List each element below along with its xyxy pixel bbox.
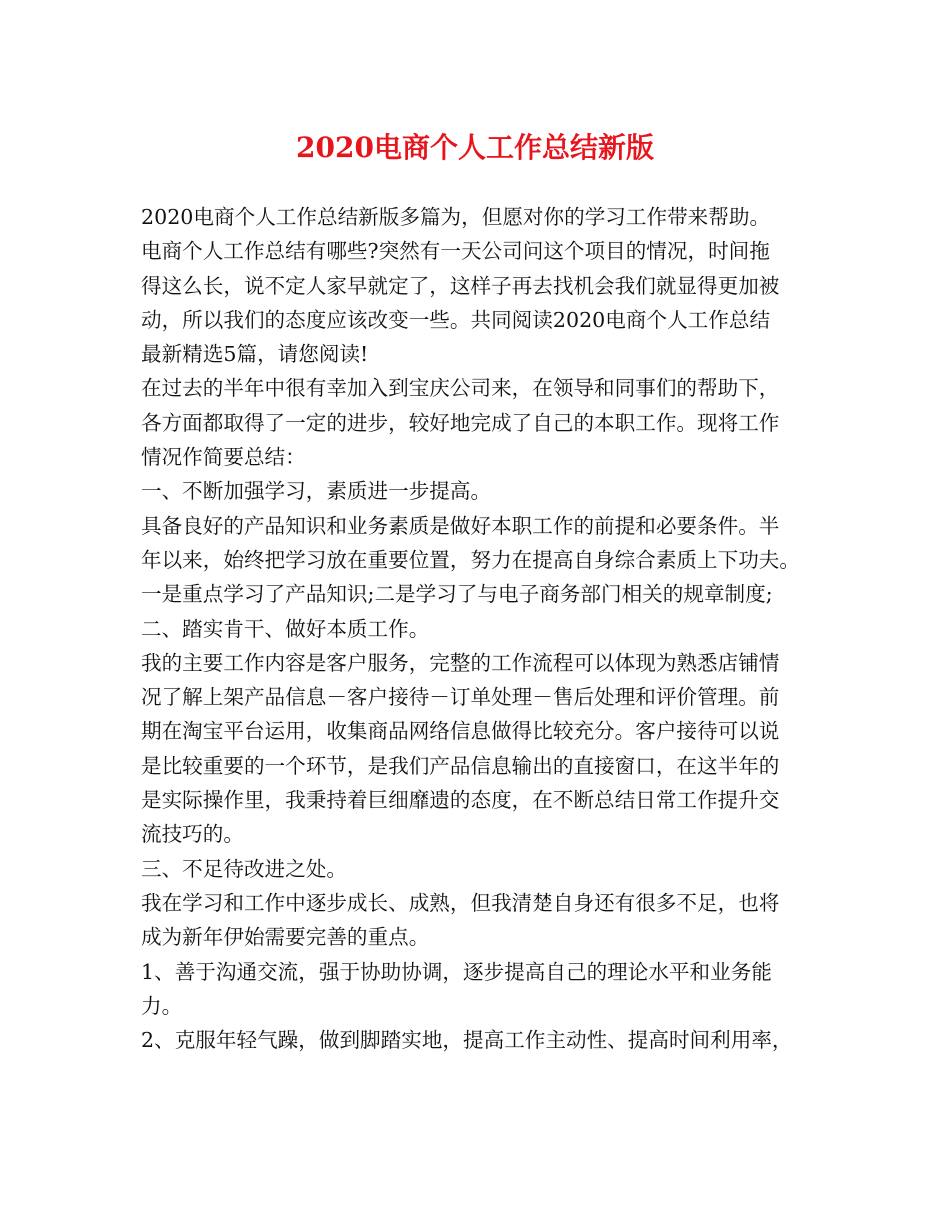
text-line: 况了解上架产品信息－客户接待－订单处理－售后处理和评价管理。前 xyxy=(141,685,780,710)
text-line: 年以来，始终把学习放在重要位置，努力在提高自身综合素质上下功夫。 xyxy=(141,547,800,572)
text-line: 2020电商个人工作总结新版多篇为，但愿对你的学习工作带来帮助。 xyxy=(141,205,771,229)
text-line: 我的主要工作内容是客户服务，完整的工作流程可以体现为熟悉店铺情 xyxy=(141,650,780,675)
text-line: 流技巧的。 xyxy=(141,822,244,847)
section-heading: 三、不足待改进之处。 xyxy=(141,856,347,881)
section-heading: 二、踏实肯干、做好本质工作。 xyxy=(141,616,430,641)
document-title: 2020电商个人工作总结新版 xyxy=(296,131,654,164)
text-line: 具备良好的产品知识和业务素质是做好本职工作的前提和必要条件。半 xyxy=(141,513,780,538)
document-body xyxy=(141,200,817,1057)
text-line: 得这么长，说不定人家早就定了，这样子再去找机会我们就显得更加被 xyxy=(141,273,780,298)
text-line: 力。 xyxy=(141,993,183,1018)
text-line: 我在学习和工作中逐步成长、成熟，但我清楚自身还有很多不足，也将 xyxy=(141,890,780,915)
text-line: 动，所以我们的态度应该改变一些。共同阅读2020电商个人工作总结 xyxy=(141,307,771,332)
list-item: 1、善于沟通交流，强于协助协调，逐步提高自己的理论水平和业务能 xyxy=(141,959,772,984)
text-line: 在过去的半年中很有幸加入到宝庆公司来，在领导和同事们的帮助下， xyxy=(141,376,780,401)
text-line: 一是重点学习了产品知识;二是学习了与电子商务部门相关的规章制度; xyxy=(141,582,773,607)
text-line: 情况作简要总结： xyxy=(141,445,306,470)
section-heading: 一、不断加强学习，素质进一步提高。 xyxy=(141,479,492,504)
text-line: 成为新年伊始需要完善的重点。 xyxy=(141,925,430,950)
text-line: 期在淘宝平台运用，收集商品网络信息做得比较充分。客户接待可以说 xyxy=(141,719,780,744)
text-line: 最新精选5篇，请您阅读! xyxy=(141,342,369,367)
text-line: 各方面都取得了一定的进步，较好地完成了自己的本职工作。现将工作 xyxy=(141,410,780,435)
text-line: 是实际操作里，我秉持着巨细靡遗的态度，在不断总结日常工作提升交 xyxy=(141,788,780,813)
list-item: 2、克服年轻气躁，做到脚踏实地，提高工作主动性、提高时间利用率， xyxy=(141,1028,793,1053)
text-line: 是比较重要的一个环节，是我们产品信息输出的直接窗口，在这半年的 xyxy=(141,753,780,778)
text-line: 电商个人工作总结有哪些?突然有一天公司问这个项目的情况，时间拖 xyxy=(141,239,770,264)
